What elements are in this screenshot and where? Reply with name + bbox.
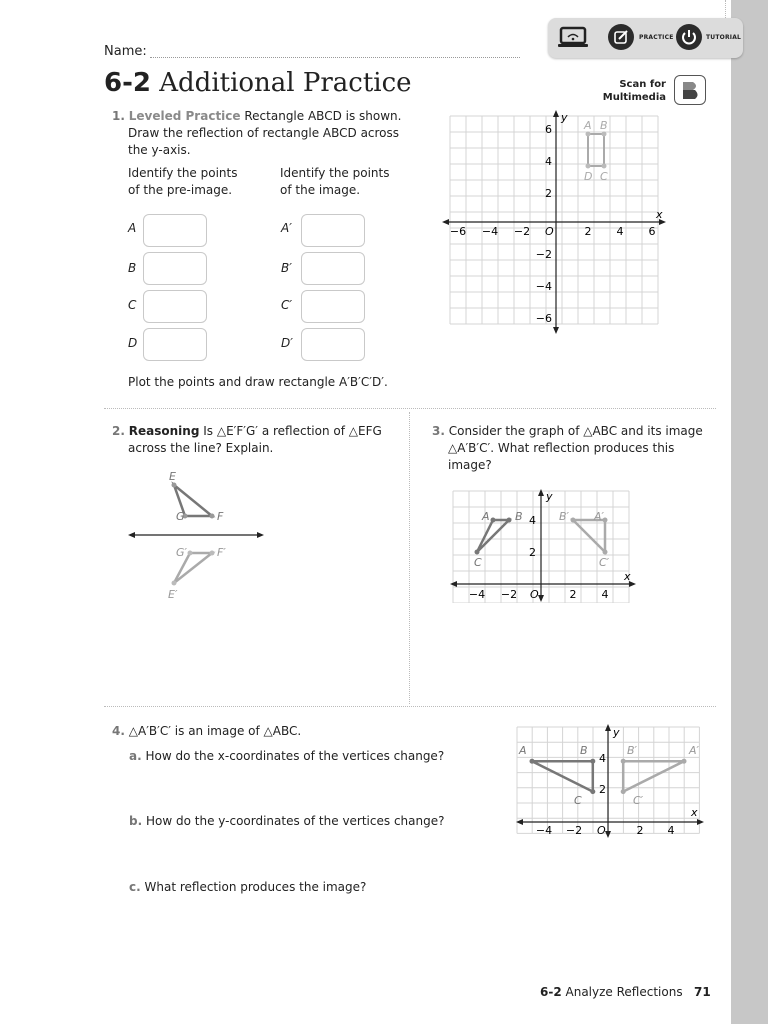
tutorial-label[interactable]: TUTORIAL [706, 34, 742, 41]
q4-y-label: y [613, 726, 620, 739]
q4-c-label: c. [129, 880, 141, 894]
q3-triangle-abc-vertex [475, 550, 480, 555]
q4-label-b: B [580, 744, 588, 757]
q3-line1: Consider the graph of △ABC and its image [448, 424, 703, 438]
answer-box-c-prime[interactable] [301, 290, 365, 323]
img-label-c: C′ [281, 298, 293, 312]
q1-line1: Rectangle ABCD is shown. [244, 109, 402, 123]
q1-xtick: 2 [584, 225, 592, 238]
q3-line3: image? [448, 458, 492, 472]
q3-xtick: 4 [601, 588, 609, 601]
q4-coordinate-grid [514, 722, 706, 840]
q1-line2: Draw the reflection of rectangle ABCD across [128, 126, 400, 140]
answer-box-b[interactable] [143, 252, 207, 285]
answer-box-a-prime[interactable] [301, 214, 365, 247]
q1-y-label: y [561, 111, 568, 124]
q1-tag: Leveled Practice [128, 109, 241, 123]
practice-label[interactable]: PRACTICE [639, 34, 674, 41]
label-f-prime: F′ [217, 546, 226, 559]
answer-box-c[interactable] [143, 290, 207, 323]
page-edge-strip [731, 0, 768, 1024]
q3-label-c-prime: C′ [599, 556, 610, 569]
top-divider [725, 0, 726, 20]
q4-ytick: 4 [599, 752, 606, 765]
q1-coordinate-grid[interactable] [440, 108, 672, 336]
pencil-icon [608, 24, 634, 50]
img-label-d: D′ [281, 336, 293, 350]
page-number: 71 [694, 985, 711, 999]
name-input-line[interactable] [150, 57, 520, 58]
q1-preimage-instruction [128, 165, 237, 199]
q4-xtick: 4 [667, 824, 675, 837]
img-label-b: B′ [281, 261, 292, 275]
q2-line2: across the line? Explain. [128, 441, 274, 455]
q3-number: 3. [432, 424, 445, 438]
pre-label-c: C [128, 298, 137, 312]
pre-label-a: A [128, 221, 137, 235]
point-f-prime [210, 551, 215, 556]
scan-line2: Multimedia [602, 92, 666, 103]
tutorial-button[interactable] [676, 24, 702, 50]
q4-part-a [129, 748, 444, 765]
q4-xtick: −4 [535, 824, 553, 837]
q4-ytick: 2 [599, 783, 606, 796]
q1-ytick: −4 [535, 280, 552, 293]
point-e-prime [172, 581, 177, 586]
q3-label-c: C [474, 556, 482, 569]
q3-label-b: B [515, 510, 523, 523]
q3-origin: O [530, 588, 539, 601]
q1-xtick: 4 [616, 225, 624, 238]
q1-point-label: A [584, 119, 592, 132]
q3-xtick: −4 [468, 588, 486, 601]
q3-xtick: −2 [500, 588, 518, 601]
page-title [104, 68, 412, 98]
q1-line3: the y-axis. [128, 143, 191, 157]
q1-plot-instruction: Plot the points and draw rectangle A′B′C′D′. [128, 375, 388, 389]
q3-coordinate-grid [448, 488, 638, 603]
rectangle-abcd [588, 134, 604, 166]
q3-xtick: 2 [569, 588, 577, 601]
lesson-number: 6-2 [104, 68, 151, 98]
label-f: F [217, 510, 224, 523]
q4-b-text: How do the y-coordinates of the vertices change? [145, 814, 445, 828]
q4-triangle-abc-prime-vertex [621, 759, 626, 764]
page-footer [540, 985, 711, 999]
q3-triangle-abc-prime-vertex [571, 518, 576, 523]
q2-line1: Is △E′F′G′ a reflection of △EFG [203, 424, 382, 438]
q3-x-label: x [624, 570, 631, 583]
q1-ytick: 6 [545, 123, 552, 136]
q4-triangle-abc-vertex [590, 759, 595, 764]
line-arrow-left [128, 532, 135, 538]
column-divider [409, 412, 410, 704]
q4-stem-text: △A′B′C′ is an image of △ABC. [128, 724, 302, 738]
title-text: Additional Practice [159, 68, 412, 98]
q3-line2: △A′B′C′. What reflection produces this [448, 441, 675, 455]
q3-y-arrow-down [538, 595, 544, 602]
label-e-prime: E′ [168, 588, 178, 601]
section-divider [104, 706, 716, 707]
q4-y-arrow-down [605, 831, 611, 838]
q1-image-instruction [280, 165, 389, 199]
q4-label-c-prime: C′ [633, 794, 644, 807]
name-label: Name: [104, 44, 147, 59]
q1-text [112, 108, 412, 159]
pre-label-d: D [128, 336, 138, 350]
q3-triangle-abc-vertex [491, 518, 496, 523]
q4-b-label: b. [129, 814, 143, 828]
q3-label-a: A [482, 510, 490, 523]
laptop-wifi-icon[interactable] [558, 26, 588, 50]
q4-xtick: −2 [565, 824, 583, 837]
q3-label-a-prime: A′ [594, 510, 605, 523]
q4-triangle-abc-prime-vertex [621, 789, 626, 794]
section-divider [104, 408, 716, 409]
scan-multimedia [596, 78, 666, 104]
q3-triangle-abc [477, 520, 509, 552]
q3-text [432, 423, 722, 474]
footer-title: Analyze Reflections [565, 985, 683, 999]
answer-box-d[interactable] [143, 328, 207, 361]
label-e: E [169, 470, 176, 483]
q4-x-arrow-right [697, 819, 704, 825]
pre-label-b: B [128, 261, 137, 275]
q2-number: 2. [112, 424, 125, 438]
q3-y-label: y [546, 490, 553, 503]
q1-point-d [586, 164, 591, 169]
q4-label-b-prime: B′ [627, 744, 638, 757]
q4-label-a-prime: A′ [689, 744, 700, 757]
q3-label-b-prime: B′ [559, 510, 570, 523]
q1-xtick: −2 [513, 225, 531, 238]
q4-a-label: a. [129, 749, 142, 763]
q1-img-line1: Identify the points [280, 166, 390, 180]
q1-number: 1. [112, 109, 125, 123]
q4-triangle-abc-prime-vertex [682, 759, 687, 764]
multimedia-icon[interactable] [674, 75, 706, 105]
point-e [172, 483, 177, 488]
q4-xtick: 2 [636, 824, 644, 837]
power-icon [676, 24, 702, 50]
q4-part-b [129, 813, 444, 830]
answer-box-a[interactable] [143, 214, 207, 247]
q1-xtick: −6 [449, 225, 467, 238]
q3-ytick: 4 [529, 514, 536, 527]
q1-pre-line2: of the pre-image. [128, 183, 233, 197]
answer-box-d-prime[interactable] [301, 328, 365, 361]
q2-text [112, 423, 402, 457]
q3-triangle-abc-prime [573, 520, 605, 552]
q4-origin: O [597, 824, 606, 837]
q1-point-b [602, 132, 607, 137]
q3-triangle-abc-prime-vertex [603, 550, 608, 555]
q3-triangle-abc-vertex [507, 518, 512, 523]
footer-lesson: 6-2 [540, 985, 562, 999]
q1-point-label: B [600, 119, 608, 132]
media-toolbar [548, 18, 743, 58]
q1-xtick: −4 [481, 225, 499, 238]
label-g: G [176, 510, 185, 523]
q4-label-a: A [519, 744, 527, 757]
q4-a-text: How do the x-coordinates of the vertices change? [145, 749, 445, 763]
q2-figure [120, 465, 280, 605]
q1-ytick: 4 [545, 155, 552, 168]
q1-origin: O [545, 225, 554, 238]
q4-c-text: What reflection produces the image? [144, 880, 367, 894]
q2-tag: Reasoning [128, 424, 200, 438]
q1-ytick: −2 [535, 248, 552, 261]
q4-x-label: x [691, 806, 698, 819]
line-arrow-right [257, 532, 264, 538]
point-f [210, 514, 215, 519]
q1-ytick: 2 [545, 187, 552, 200]
img-label-a: A′ [281, 221, 292, 235]
q4-stem [112, 723, 301, 740]
q4-number: 4. [112, 724, 125, 738]
q1-y-arrow-up [553, 110, 559, 117]
point-g-prime [188, 551, 193, 556]
practice-button[interactable] [608, 24, 634, 50]
q1-x-label: x [656, 208, 663, 221]
q3-y-arrow-up [538, 489, 544, 496]
answer-box-b-prime[interactable] [301, 252, 365, 285]
q1-pre-line1: Identify the points [128, 166, 238, 180]
q1-point-a [586, 132, 591, 137]
q1-y-arrow-down [553, 327, 559, 334]
q4-triangle-abc-vertex [530, 759, 535, 764]
q4-part-c [129, 879, 366, 896]
label-g-prime: G′ [176, 546, 188, 559]
q1-img-line2: of the image. [280, 183, 361, 197]
q1-x-arrow-left [442, 219, 449, 225]
q4-label-c: C [574, 794, 582, 807]
q1-point-label: D [584, 170, 593, 183]
q1-ytick: −6 [535, 312, 552, 325]
q1-xtick: 6 [648, 225, 656, 238]
q1-point-c [602, 164, 607, 169]
scan-line1: Scan for [619, 79, 666, 90]
q4-triangle-abc-vertex [590, 789, 595, 794]
q3-ytick: 2 [529, 546, 536, 559]
q1-point-label: C [600, 170, 608, 183]
